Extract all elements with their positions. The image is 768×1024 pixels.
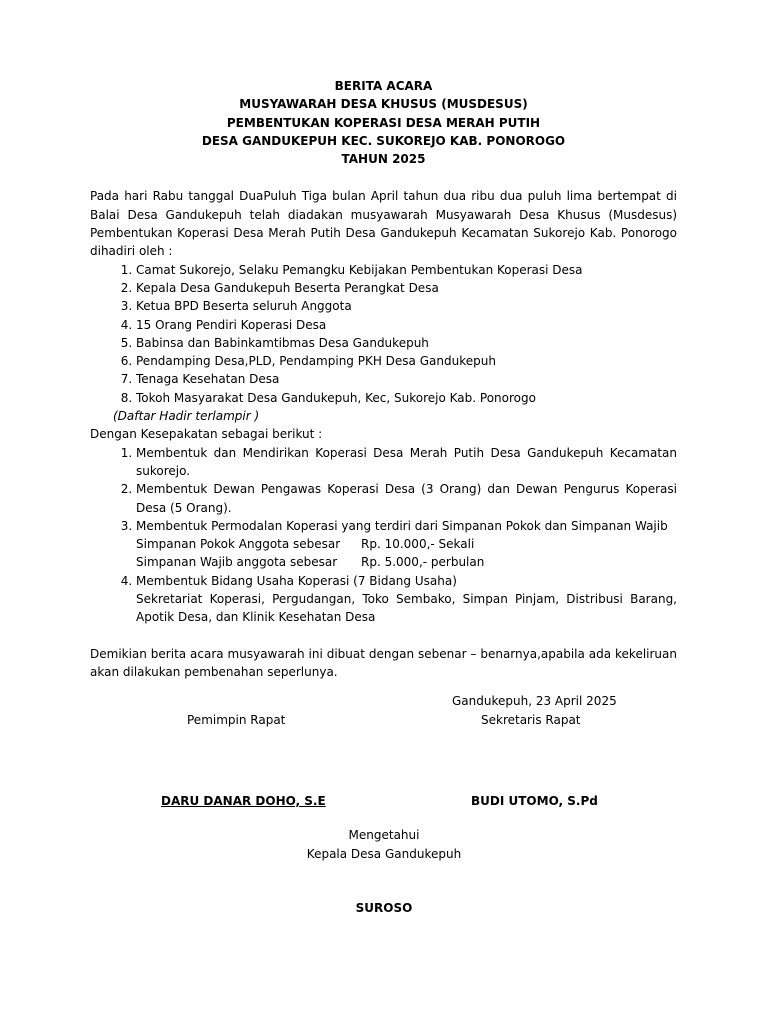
place-date: Gandukepuh, 23 April 2025 [452,694,617,708]
agreement-list [90,444,677,627]
attendee-item: 1. Camat Sukorejo, Selaku Pemangku Kebijakan Pembentukan Koperasi Desa [136,261,677,279]
secretary-name: BUDI UTOMO, S.Pd [471,794,598,808]
agreement-item-1 [136,444,677,481]
agreement-item-2 [136,480,677,517]
acknowledge-label: Mengetahui [348,828,420,842]
closing-paragraph: Demikian berita acara musyawarah ini dibuat dengan sebenar – benarnya,apabila ada kekeliruan akan dilakukan pembenahan seperlunya. [90,646,677,679]
savings-label: Simpanan Pokok Anggota sebesar [136,537,341,552]
attendee-item: 7. Tenaga Kesehatan Desa [136,370,677,388]
agreement-item-text: Membentuk Bidang Usaha Koperasi (7 Bidang Usaha) [136,573,457,588]
leader-role: Pemimpin Rapat [187,713,286,727]
attendee-item: 8. Tokoh Masyarakat Desa Gandukepuh, Kec, Sukorejo Kab. Ponorogo [136,389,677,407]
agreement-item-3 [136,517,677,572]
intro-paragraph: Pada hari Rabu tanggal DuaPuluh Tiga bulan April tahun dua ribu dua puluh lima bertempat di Balai Desa Gandukepuh telah diadakan musyawarah Musyawarah Desa Khusus (Musdesus) Pembentukan Koperasi Desa Merah Putih Desa Gandukepuh Kecamatan Sukorejo Kab. Ponorogo dihadiri oleh : [90,189,677,259]
savings-value: Rp. 5.000,- perbulan [361,555,485,570]
title-line-2: MUSYAWARAH DESA KHUSUS (MUSDESUS) [239,97,528,112]
secretary-role: Sekretaris Rapat [481,713,581,727]
attendance-note: (Daftar Hadir terlampir ) [113,409,260,424]
agreement-item-text: Membentuk Dewan Pengawas Koperasi Desa (3 Orang) dan Dewan Pengurus Koperasi Desa (5 Orang). [136,482,677,515]
attendee-item: 2. Kepala Desa Gandukepuh Beserta Perangkat Desa [136,279,677,297]
savings-row-pokok [136,535,677,553]
business-units: Sekretariat Koperasi, Pergudangan, Toko Sembako, Simpan Pinjam, Distribusi Barang, Apotik Desa, dan Klinik Kesehatan Desa [136,592,677,625]
attendee-item: 6. Pendamping Desa,PLD, Pendamping PKH Desa Gandukepuh [136,352,677,370]
leader-name: DARU DANAR DOHO, S.E [161,794,326,808]
title-line-4: DESA GANDUKEPUH KEC. SUKOREJO KAB. PONOROGO [201,133,566,148]
agreement-intro: Dengan Kesepakatan sebagai berikut : [90,427,323,442]
savings-row-wajib [136,553,677,571]
savings-value: Rp. 10.000,- Sekali [361,537,475,552]
head-name: SUROSO [355,901,413,915]
attendee-list [90,261,677,407]
document-title [90,77,677,168]
attendee-item: 5. Babinsa dan Babinkamtibmas Desa Gandukepuh [136,334,677,352]
agreement-item-4 [136,572,677,627]
savings-label: Simpanan Wajib anggota sebesar [136,555,338,570]
title-line-3: PEMBENTUKAN KOPERASI DESA MERAH PUTIH [226,115,541,130]
attendee-item: 3. Ketua BPD Beserta seluruh Anggota [136,297,677,315]
title-line-1: BERITA ACARA [334,79,433,93]
agreement-item-text: Membentuk dan Mendirikan Koperasi Desa Merah Putih Desa Gandukepuh Kecamatan sukorejo. [136,445,677,478]
title-line-5: TAHUN 2025 [341,152,426,167]
agreement-item-text: Membentuk Permodalan Koperasi yang terdiri dari Simpanan Pokok dan Simpanan Wajib [136,518,668,533]
head-role: Kepala Desa Gandukepuh [306,847,462,861]
attendee-item: 4. 15 Orang Pendiri Koperasi Desa [136,316,677,334]
spacer [90,627,677,645]
